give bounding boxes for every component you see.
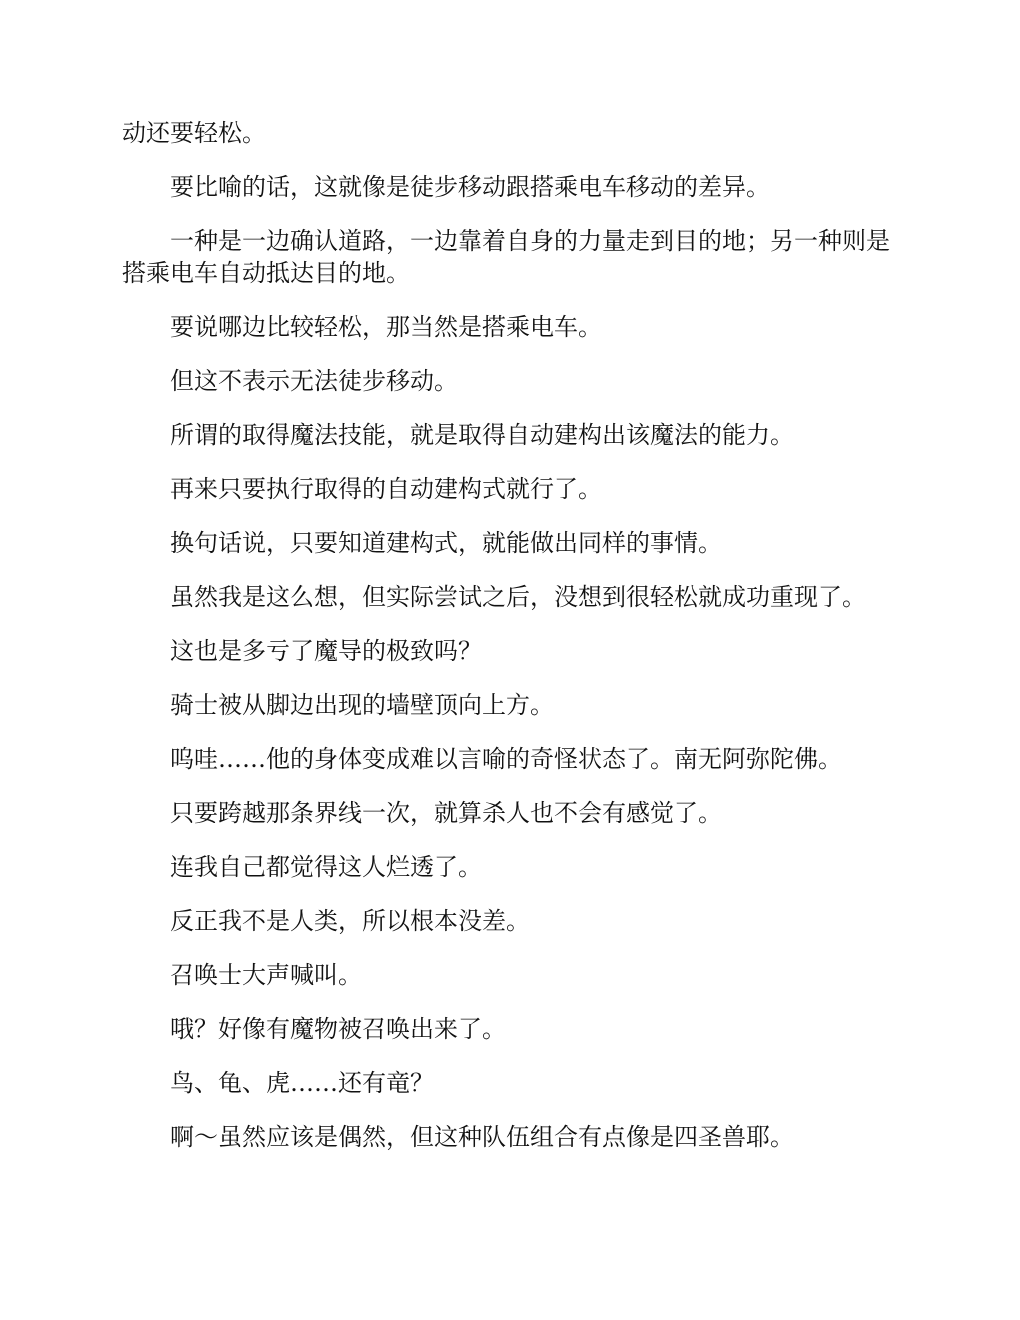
paragraph: 啊～虽然应该是偶然，但这种队伍组合有点像是四圣兽耶。	[170, 1123, 794, 1151]
paragraph: 只要跨越那条界线一次，就算杀人也不会有感觉了。	[170, 799, 722, 827]
paragraph: 鸟、龟、虎……还有竜？	[170, 1069, 434, 1097]
paragraph: 骑士被从脚边出现的墙壁顶向上方。	[170, 691, 554, 719]
paragraph: 动还要轻松。	[122, 119, 266, 147]
paragraph: 虽然我是这么想，但实际尝试之后，没想到很轻松就成功重现了。	[170, 583, 866, 611]
paragraph: 哦？好像有魔物被召唤出来了。	[170, 1015, 506, 1043]
paragraph: 这也是多亏了魔导的极致吗？	[170, 637, 482, 665]
paragraph: 所谓的取得魔法技能，就是取得自动建构出该魔法的能力。	[170, 421, 794, 449]
paragraph: 召唤士大声喊叫。	[170, 961, 362, 989]
paragraph: 呜哇……他的身体变成难以言喻的奇怪状态了。南无阿弥陀佛。	[170, 745, 842, 773]
paragraph: 再来只要执行取得的自动建构式就行了。	[170, 475, 602, 503]
paragraph: 连我自己都觉得这人烂透了。	[170, 853, 482, 881]
paragraph: 一种是一边确认道路，一边靠着自身的力量走到目的地；另一种则是搭乘电车自动抵达目的地。	[122, 227, 890, 287]
paragraph: 但这不表示无法徒步移动。	[170, 367, 458, 395]
text-column	[122, 117, 912, 1175]
paragraph: 换句话说，只要知道建构式，就能做出同样的事情。	[170, 529, 722, 557]
paragraph: 反正我不是人类，所以根本没差。	[170, 907, 530, 935]
paragraph: 要说哪边比较轻松，那当然是搭乘电车。	[170, 313, 602, 341]
paragraph: 要比喻的话，这就像是徒步移动跟搭乘电车移动的差异。	[170, 173, 770, 201]
